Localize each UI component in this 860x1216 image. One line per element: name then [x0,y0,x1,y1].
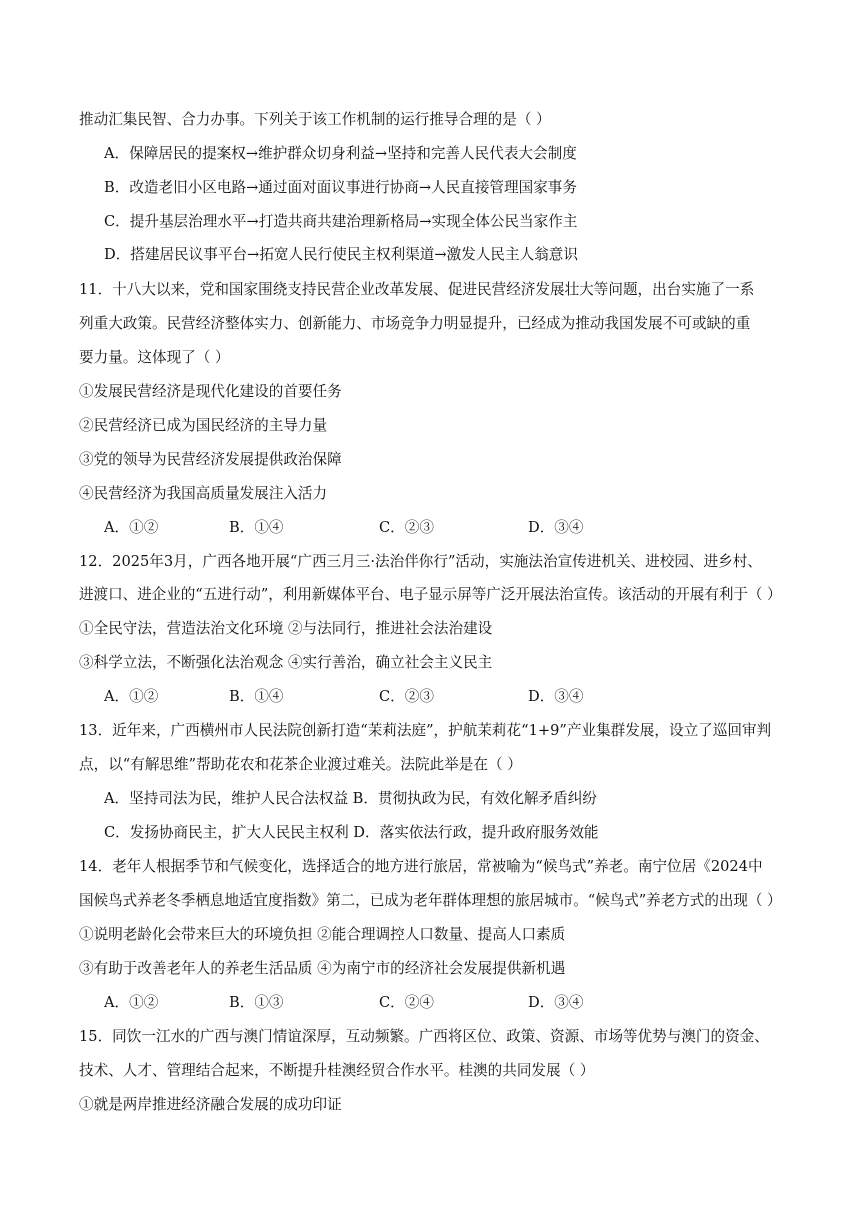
q14-option-a: A．①② [104,994,159,1011]
q11-option-c: C．②③ [379,519,434,536]
q14-option-b: B．①③ [229,994,284,1011]
question-15-text: 15．同饮一江水的广西与澳门情谊深厚，互动频繁。广西将区位、政策、资源、市场等优势与澳门的资金、 [79,1028,769,1045]
option-line: D．搭建居民议事平台→拓宽人民行使民主权利渠道→激发人民主人翁意识 [104,246,578,263]
text-line: 技术、人才、管理结合起来，不断提升桂澳经贸合作水平。桂澳的共同发展（ ） [79,1062,595,1079]
statement-line: ②民营经济已成为国民经济的主导力量 [79,417,328,434]
question-12-text: 12．2025年3月，广西各地开展“广西三月三·法治伴你行”活动，实施法治宣传进机关、进校园、进乡村、 [79,553,762,570]
statement-line: ④民营经济为我国高质量发展注入活力 [79,485,328,502]
q11-option-d: D．③④ [528,519,584,536]
option-line: C．发扬协商民主，扩大人民民主权利 D．落实依法行政，提升政府服务效能 [104,824,599,841]
text-line: 点，以“有解思维”帮助花农和花茶企业渡过难关。法院此举是在（ ） [79,756,522,773]
statement-line: ①全民守法，营造法治文化环境 ②与法同行，推进社会法治建设 [79,620,493,637]
statement-line: ①说明老龄化会带来巨大的环境负担 ②能合理调控人口数量、提高人口素质 [79,926,566,943]
option-line: A．坚持司法为民，维护人民合法权益 B．贯彻执政为民，有效化解矛盾纠纷 [104,790,597,807]
q12-option-a: A．①② [104,688,159,705]
statement-line: ①就是两岸推进经济融合发展的成功印证 [79,1096,342,1113]
statement-line: ③有助于改善老年人的养老生活品质 ④为南宁市的经济社会发展提供新机遇 [79,960,566,977]
text-line: 国候鸟式养老冬季栖息地适宜度指数》第二，已成为老年群体理想的旅居城市。“候鸟式”养老方式的出现（ ） [79,892,782,909]
text-line: 进渡口、进企业的“五进行动”，利用新媒体平台、电子显示屏等广泛开展法治宣传。该活动的开展有利于（ ） [79,586,782,603]
option-line: B．改造老旧小区电路→通过面对面议事进行协商→人民直接管理国家事务 [104,179,577,196]
text-line: 列重大政策。民营经济整体实力、创新能力、市场竞争力明显提升，已经成为推动我国发展不可或缺的重 [79,315,751,332]
q12-option-c: C．②③ [379,688,434,705]
q14-option-d: D．③④ [528,994,584,1011]
question-11-text: 11．十八大以来，党和国家围绕支持民营企业改革发展、促进民营经济发展壮大等问题，出台实施了一系 [79,281,755,298]
question-14-text: 14．老年人根据季节和气候变化，选择适合的地方进行旅居，常被喻为“候鸟式”养老。南宁位居《2024中 [79,858,763,875]
text-line: 要力量。这体现了（ ） [79,349,230,366]
q11-option-b: B．①④ [229,519,284,536]
statement-line: ③党的领导为民营经济发展提供政治保障 [79,451,342,468]
q12-option-d: D．③④ [528,688,584,705]
q11-option-a: A．①② [104,519,159,536]
question-13-text: 13．近年来，广西横州市人民法院创新打造“茉莉法庭”，护航茉莉花“1+9”产业集群发展，设立了巡回审判 [79,722,772,739]
statement-line: ①发展民营经济是现代化建设的首要任务 [79,383,342,400]
option-line: C．提升基层治理水平→打造共商共建治理新格局→实现全体公民当家作主 [104,213,578,230]
text-line: 推动汇集民智、合力办事。下列关于该工作机制的运行推导合理的是（ ） [79,111,551,128]
statement-line: ③科学立法，不断强化法治观念 ④实行善治，确立社会主义民主 [79,654,493,671]
q12-option-b: B．①④ [229,688,284,705]
q14-option-c: C．②④ [379,994,434,1011]
option-line: A．保障居民的提案权→维护群众切身利益→坚持和完善人民代表大会制度 [104,145,577,162]
